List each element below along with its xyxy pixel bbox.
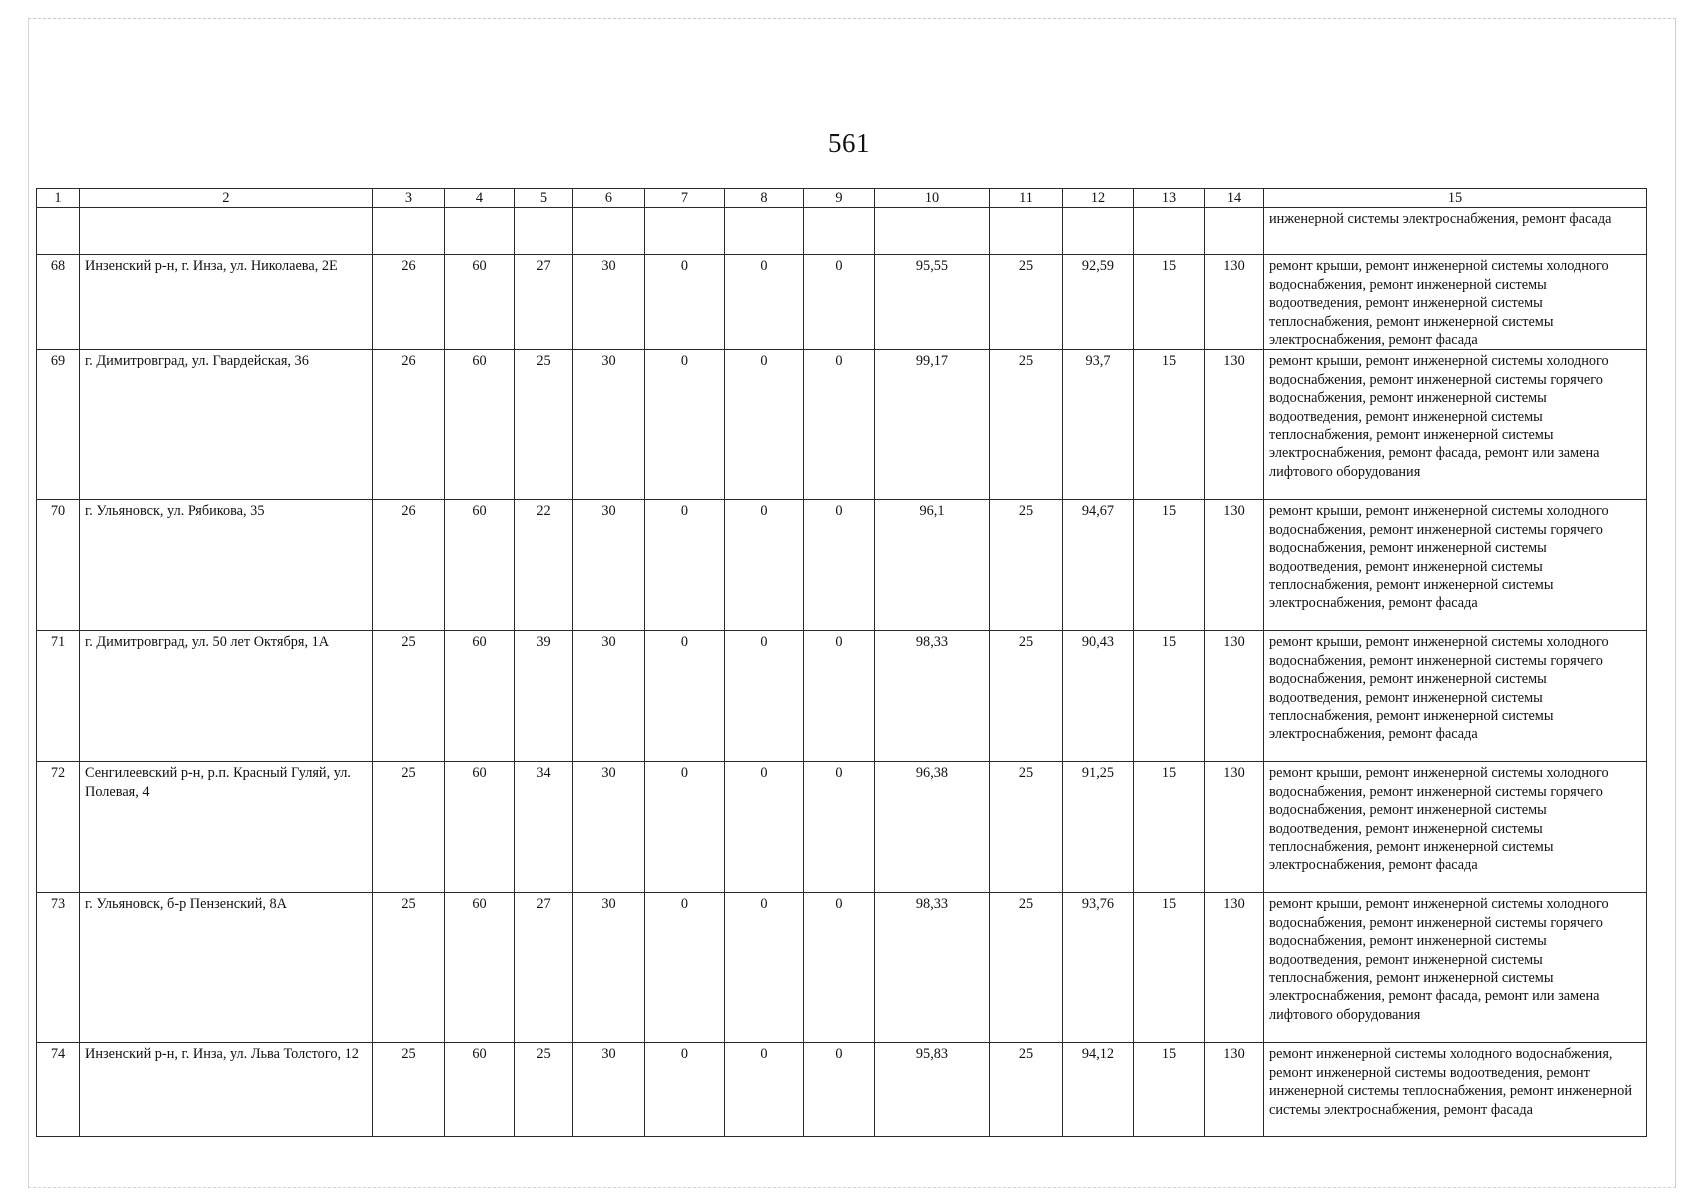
table-row [37,255,1647,350]
cell-14: 130 [1205,500,1264,631]
col-header-2: 2 [80,189,373,208]
address-cell: г. Димитровград, ул. 50 лет Октября, 1А [80,631,373,762]
cell-4: 60 [445,893,515,1043]
cell-9: 0 [804,893,875,1043]
cell-4: 60 [445,1043,515,1137]
cell-3: 25 [373,762,445,893]
cell-8: 0 [725,350,804,500]
col-header-13: 13 [1134,189,1205,208]
works-cell: ремонт крыши, ремонт инженерной системы холодного водоснабжения, ремонт инженерной системы горячего водоснабжения, ремонт инженерной системы водоотведения, ремонт инженерной системы теплоснабжения, ремонт инженерной системы электроснабжения, ремонт фасада [1264,631,1647,762]
cell-3: 26 [373,350,445,500]
cell-9: 0 [804,255,875,350]
cell-6: 30 [573,631,645,762]
cell-11: 25 [990,893,1063,1043]
cell-13: 15 [1134,500,1205,631]
row-number: 72 [37,762,80,893]
table-row [37,631,1647,762]
cell-11: 25 [990,500,1063,631]
cell-14: 130 [1205,350,1264,500]
col-header-3: 3 [373,189,445,208]
col-header-12: 12 [1063,189,1134,208]
cell-6: 30 [573,255,645,350]
cell-8: 0 [725,255,804,350]
cell-8: 0 [725,1043,804,1137]
cell-5: 22 [515,500,573,631]
cell-13: 15 [1134,255,1205,350]
col-header-7: 7 [645,189,725,208]
cell-12: 91,25 [1063,762,1134,893]
cell-10: 98,33 [875,631,990,762]
cell-3: 25 [373,1043,445,1137]
works-cell: ремонт крыши, ремонт инженерной системы холодного водоснабжения, ремонт инженерной системы горячего водоснабжения, ремонт инженерной системы водоотведения, ремонт инженерной системы теплоснабжения, ремонт инженерной системы электроснабжения, ремонт фасада, ремонт или замена лифтового оборудования [1264,893,1647,1043]
row-number: 74 [37,1043,80,1137]
works-cell: ремонт крыши, ремонт инженерной системы холодного водоснабжения, ремонт инженерной системы горячего водоснабжения, ремонт инженерной системы водоотведения, ремонт инженерной системы теплоснабжения, ремонт инженерной системы электроснабжения, ремонт фасада [1264,500,1647,631]
address-cell: Инзенский р-н, г. Инза, ул. Николаева, 2Е [80,255,373,350]
cell-10: 95,83 [875,1043,990,1137]
cell-6: 30 [573,762,645,893]
cell-5: 34 [515,762,573,893]
cell-10: 96,1 [875,500,990,631]
row-number: 68 [37,255,80,350]
cell-4: 60 [445,500,515,631]
table-row [37,1043,1647,1137]
col-header-1: 1 [37,189,80,208]
address-cell: г. Ульяновск, б-р Пензенский, 8А [80,893,373,1043]
cell-14: 130 [1205,631,1264,762]
cell-14: 130 [1205,762,1264,893]
cell-11: 25 [990,762,1063,893]
works-cell: ремонт крыши, ремонт инженерной системы холодного водоснабжения, ремонт инженерной системы горячего водоснабжения, ремонт инженерной системы водоотведения, ремонт инженерной системы теплоснабжения, ремонт инженерной системы электроснабжения, ремонт фасада [1264,762,1647,893]
col-header-11: 11 [990,189,1063,208]
cell-11: 25 [990,255,1063,350]
cell-6: 30 [573,350,645,500]
table-row [37,500,1647,631]
col-header-15: 15 [1264,189,1647,208]
cell-6: 30 [573,893,645,1043]
row-number: 70 [37,500,80,631]
cell-6: 30 [573,500,645,631]
cell-14: 130 [1205,1043,1264,1137]
cell-6: 30 [573,1043,645,1137]
table-row [37,893,1647,1043]
cell-13: 15 [1134,893,1205,1043]
works-cell: ремонт крыши, ремонт инженерной системы холодного водоснабжения, ремонт инженерной системы горячего водоснабжения, ремонт инженерной системы водоотведения, ремонт инженерной системы теплоснабжения, ремонт инженерной системы электроснабжения, ремонт фасада, ремонт или замена лифтового оборудования [1264,350,1647,500]
col-header-14: 14 [1205,189,1264,208]
cell-11: 25 [990,1043,1063,1137]
cell-10: 95,55 [875,255,990,350]
cell-7: 0 [645,1043,725,1137]
address-cell: г. Ульяновск, ул. Рябикова, 35 [80,500,373,631]
cell-4: 60 [445,350,515,500]
address-cell: г. Димитровград, ул. Гвардейская, 36 [80,350,373,500]
cell-9: 0 [804,762,875,893]
works-cell: ремонт крыши, ремонт инженерной системы холодного водоснабжения, ремонт инженерной системы водоотведения, ремонт инженерной системы теплоснабжения, ремонт инженерной системы электроснабжения, ремонт фасада [1264,255,1647,350]
cell-3: 26 [373,500,445,631]
cell-7: 0 [645,631,725,762]
cell-9: 0 [804,1043,875,1137]
cell-7: 0 [645,762,725,893]
cell-10: 99,17 [875,350,990,500]
cell-7: 0 [645,350,725,500]
column-number-row [37,189,1647,208]
row-number: 69 [37,350,80,500]
cell-4: 60 [445,762,515,893]
cell-5: 25 [515,1043,573,1137]
cell-10: 96,38 [875,762,990,893]
cell-8: 0 [725,500,804,631]
cell-12: 92,59 [1063,255,1134,350]
cell-13: 15 [1134,1043,1205,1137]
cell-3: 26 [373,255,445,350]
cell-5: 27 [515,893,573,1043]
continuation-row [37,208,1647,255]
cell-13: 15 [1134,631,1205,762]
cell-4: 60 [445,631,515,762]
cell-7: 0 [645,893,725,1043]
cell-7: 0 [645,500,725,631]
address-cell: Инзенский р-н, г. Инза, ул. Льва Толстого, 12 [80,1043,373,1137]
cell-9: 0 [804,500,875,631]
cell-8: 0 [725,631,804,762]
table-row [37,350,1647,500]
cell-5: 39 [515,631,573,762]
registry-table [36,188,1647,1137]
cell-13: 15 [1134,350,1205,500]
table-row [37,762,1647,893]
row-number: 71 [37,631,80,762]
cell-11: 25 [990,631,1063,762]
col-header-8: 8 [725,189,804,208]
cell-5: 27 [515,255,573,350]
col-header-10: 10 [875,189,990,208]
address-cell: Сенгилеевский р-н, р.п. Красный Гуляй, ул. Полевая, 4 [80,762,373,893]
cell-3: 25 [373,631,445,762]
cell-9: 0 [804,631,875,762]
cell-8: 0 [725,762,804,893]
cell-10: 98,33 [875,893,990,1043]
cell-12: 93,7 [1063,350,1134,500]
cell-5: 25 [515,350,573,500]
cell-12: 93,76 [1063,893,1134,1043]
cell-8: 0 [725,893,804,1043]
cell-12: 94,12 [1063,1043,1134,1137]
cell-14: 130 [1205,255,1264,350]
col-header-5: 5 [515,189,573,208]
row-number: 73 [37,893,80,1043]
cell-4: 60 [445,255,515,350]
cell-3: 25 [373,893,445,1043]
cell-12: 94,67 [1063,500,1134,631]
cell-14: 130 [1205,893,1264,1043]
works-cell: инженерной системы электроснабжения, ремонт фасада [1264,208,1647,255]
col-header-6: 6 [573,189,645,208]
cell-11: 25 [990,350,1063,500]
page-number: 561 [828,128,870,158]
works-cell: ремонт инженерной системы холодного водоснабжения, ремонт инженерной системы водоотведения, ремонт инженерной системы теплоснабжения, ремонт инженерной системы электроснабжения, ремонт фасада [1264,1043,1647,1137]
cell-13: 15 [1134,762,1205,893]
cell-7: 0 [645,255,725,350]
cell-9: 0 [804,350,875,500]
cell-12: 90,43 [1063,631,1134,762]
col-header-9: 9 [804,189,875,208]
col-header-4: 4 [445,189,515,208]
